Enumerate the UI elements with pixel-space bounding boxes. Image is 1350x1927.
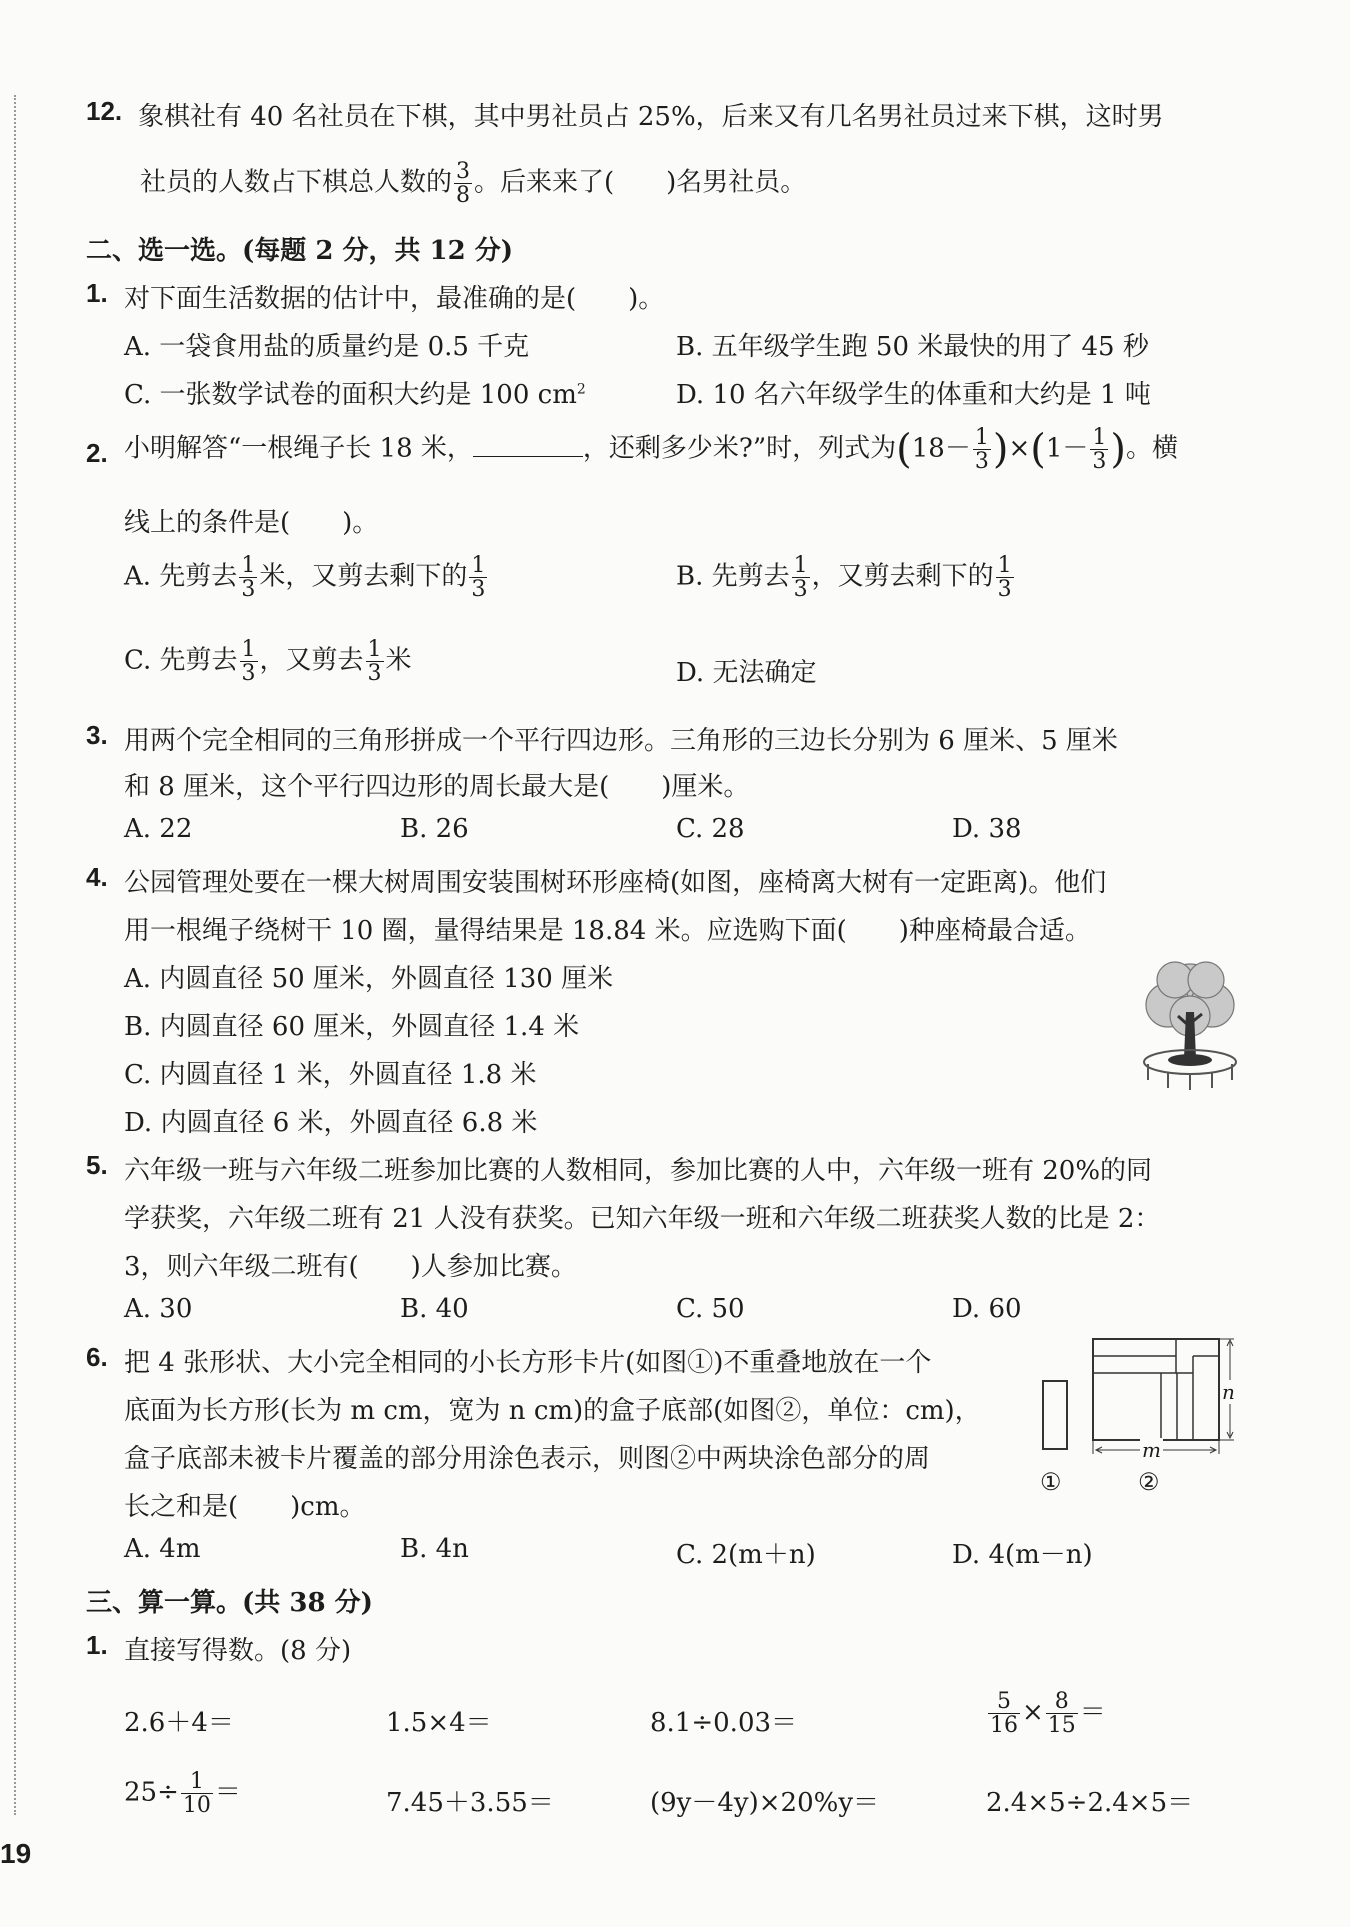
question-text: 直接写得数。(8 分) [124, 1636, 352, 1666]
option-c: C. 内圆直径 1 米，外圆直径 1.8 米 [124, 1060, 537, 1090]
section-title: 三、算一算。(共 38 分) [86, 1588, 373, 1618]
question-number: 1. [86, 278, 108, 308]
question-text: 象棋社有 40 名社员在下棋，其中男社员占 25%，后来又有几名男社员过来下棋，这时男 [138, 102, 1164, 132]
option-b: B. 五年级学生跑 50 米最快的用了 45 秒 [676, 332, 1149, 362]
calc-expression: 2.6＋4＝ [124, 1708, 234, 1738]
option-a: A. 先剪去 $\frac{1}{3}$ 米，又剪去剩下的 $\frac{1}{3}$ [124, 553, 486, 603]
question-number: 5. [86, 1150, 108, 1180]
question-text: 3，则六年级二班有( )人参加比赛。 [124, 1252, 577, 1282]
question-text: 长之和是( )cm。 [124, 1492, 366, 1522]
option-c: C. 一张数学试卷的面积大约是 100 $cm^2$ [124, 380, 586, 410]
option-b: B. 先剪去 $\frac{1}{3}$ ，又剪去剩下的 $\frac{1}{3}$ [676, 553, 1012, 603]
option-c: C. 先剪去 $\frac{1}{3}$ ，又剪去 $\frac{1}{3}$ 米 [124, 637, 412, 687]
option-d: D. 60 [952, 1294, 1022, 1324]
question-number: 2. [86, 438, 108, 468]
option-c: C. 28 [676, 814, 745, 844]
fraction: $\frac{3}{8}$ [456, 159, 471, 209]
dimension-m-label: m [1142, 1438, 1161, 1462]
option-a: A. 30 [124, 1294, 193, 1324]
calc-expression: (9y－4y)×20%y＝ [650, 1788, 880, 1818]
calc-expression: 8.1÷0.03＝ [650, 1708, 798, 1738]
tree-bench-figure [1140, 950, 1240, 1100]
section-title: 二、选一选。(每题 2 分，共 12 分) [86, 236, 514, 266]
option-b: B. 4n [400, 1534, 469, 1564]
question-text: 底面为长方形(长为 m cm，宽为 n cm)的盒子底部(如图②，单位：cm)， [124, 1396, 981, 1426]
question-number: 3. [86, 720, 108, 750]
question-text: 小明解答“一根绳子长 18 米， ，还剩多少米?”时，列式为(18－ $\frac{1}{3}$ )×(1－ $\frac{1}{3}$ )。横 [124, 425, 1179, 475]
question-text: 用一根绳子绕树干 10 圈，量得结果是 18.84 米。应选购下面( )种座椅最合适。 [124, 916, 1091, 946]
question-number: 12. [86, 96, 123, 126]
question-number: 4. [86, 862, 108, 892]
question-text: 学获奖，六年级二班有 21 人没有获奖。已知六年级一班和六年级二班获奖人数的比是 2： [124, 1204, 1161, 1234]
option-d: D. 无法确定 [676, 658, 817, 688]
calc-expression: 2.4×5÷2.4×5＝ [986, 1788, 1194, 1818]
question-text: 把 4 张形状、大小完全相同的小长方形卡片(如图①)不重叠地放在一个 [124, 1348, 932, 1378]
page-number: 19 [0, 1838, 32, 1869]
option-a: A. 22 [124, 814, 193, 844]
option-a: A. 一袋食用盐的质量约是 0.5 千克 [124, 332, 530, 362]
question-text: 线上的条件是( )。 [124, 508, 379, 538]
question-text: 盒子底部未被卡片覆盖的部分用涂色表示，则图②中两块涂色部分的周 [124, 1444, 931, 1474]
card-figure-1 [1042, 1380, 1068, 1450]
option-d: D. 38 [952, 814, 1022, 844]
option-c: C. 2(m＋n) [676, 1540, 816, 1570]
figure-1-label: ① [1040, 1468, 1062, 1496]
calc-expression: 7.45＋3.55＝ [386, 1788, 554, 1818]
option-a: A. 4m [124, 1534, 201, 1564]
option-d: D. 4(m－n) [952, 1540, 1093, 1570]
calc-expression: 25÷ $\frac{1}{10}$ ＝ [124, 1769, 241, 1819]
option-b: B. 40 [400, 1294, 469, 1324]
question-text: 用两个完全相同的三角形拼成一个平行四边形。三角形的三边长分别为 6 厘米、5 厘米 [124, 726, 1118, 756]
box-figure-2 [1088, 1336, 1238, 1456]
question-text: 对下面生活数据的估计中，最准确的是( )。 [124, 284, 665, 314]
question-text: 六年级一班与六年级二班参加比赛的人数相同，参加比赛的人中，六年级一班有 20%的同 [124, 1156, 1153, 1186]
question-text: 社员的人数占下棋总人数的 $\frac{3}{8}$ 。后来来了( )名男社员。 [140, 159, 807, 209]
blank-line [473, 436, 583, 457]
option-b: B. 26 [400, 814, 469, 844]
question-text: 和 8 厘米，这个平行四边形的周长最大是( )厘米。 [124, 772, 750, 802]
figure-2-label: ② [1138, 1468, 1160, 1496]
dimension-n-label: n [1222, 1380, 1235, 1404]
calc-expression: 1.5×4＝ [386, 1708, 492, 1738]
binding-margin-line [14, 95, 16, 1815]
option-d: D. 10 名六年级学生的体重和大约是 1 吨 [676, 380, 1151, 410]
calc-expression: $\frac{5}{16}$ × $\frac{8}{15}$ ＝ [990, 1689, 1106, 1739]
option-c: C. 50 [676, 1294, 745, 1324]
question-number: 1. [86, 1630, 108, 1660]
option-b: B. 内圆直径 60 厘米，外圆直径 1.4 米 [124, 1012, 580, 1042]
question-text: 公园管理处要在一棵大树周围安装围树环形座椅(如图，座椅离大树有一定距离)。他们 [124, 868, 1107, 898]
question-number: 6. [86, 1342, 108, 1372]
option-d: D. 内圆直径 6 米，外圆直径 6.8 米 [124, 1108, 538, 1138]
option-a: A. 内圆直径 50 厘米，外圆直径 130 厘米 [124, 964, 614, 994]
